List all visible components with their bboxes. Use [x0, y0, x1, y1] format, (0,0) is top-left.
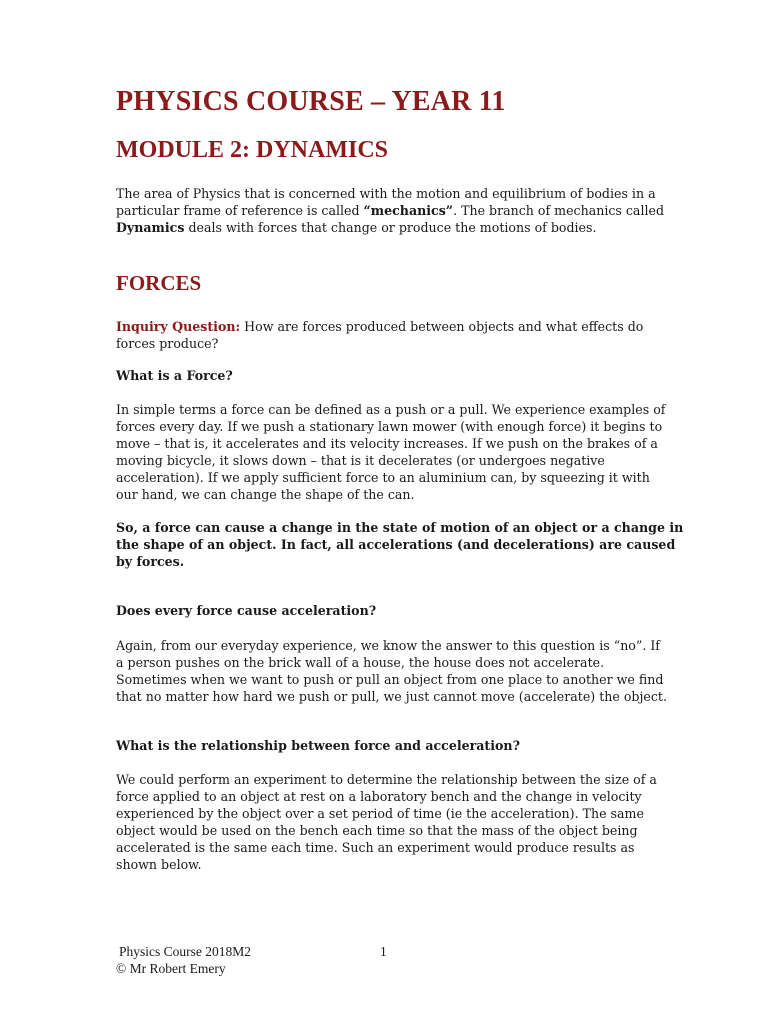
inquiry-label: Inquiry Question:	[116, 319, 241, 334]
footer-course: Physics Course 2018M2	[119, 944, 252, 959]
every-force-line: Sometimes when we want to push or pull an object from one place to another we find	[116, 672, 664, 687]
every-force-line: Again, from our everyday experience, we know the answer to this question is “no”. If	[116, 638, 660, 653]
inquiry-line-1	[116, 318, 656, 335]
every-force-line: that no matter how hard we push or pull, we just cannot move (accelerate) the object.	[116, 689, 667, 704]
force-line: moving bicycle, it slows down – that is it decelerates (or undergoes negative	[116, 453, 605, 468]
relationship-line: accelerated is the same each time. Such an experiment would produce results as	[116, 840, 635, 855]
summary-line: So, a force can cause a change in the state of motion of an object or a change in	[116, 520, 684, 535]
summary-line: the shape of an object. In fact, all accelerations (and decelerations) are caused	[116, 537, 676, 552]
relationship-line: force applied to an object at rest on a laboratory bench and the change in velocity	[116, 789, 642, 804]
mechanics-term: “mechanics”	[363, 203, 454, 218]
footer-page-number: 1	[380, 944, 387, 959]
page-title: PHYSICS COURSE – YEAR 11	[116, 86, 506, 117]
relationship-line: object would be used on the bench each time so that the mass of the object being	[116, 823, 638, 838]
force-line: move – that is, it accelerates and its velocity increases. If we push on the brakes of a	[116, 436, 658, 451]
relationship-paragraph	[116, 771, 656, 873]
module-heading: MODULE 2: DYNAMICS	[116, 137, 388, 163]
inquiry-question	[116, 318, 656, 352]
subheading-relationship: What is the relationship between force and acceleration?	[116, 738, 520, 753]
force-summary-bold	[116, 519, 684, 570]
force-line: In simple terms a force can be defined as a push or a pull. We experience examples of	[116, 402, 666, 417]
force-line: our hand, we can change the shape of the can.	[116, 487, 415, 502]
summary-line: by forces.	[116, 554, 185, 569]
dynamics-term: Dynamics	[116, 220, 185, 235]
intro-line-2-tail: . The branch of mechanics called	[453, 203, 665, 218]
what-is-force-paragraph	[116, 401, 666, 503]
inquiry-text: How are forces produced between objects and what effects do	[240, 319, 644, 334]
intro-line-1: The area of Physics that is concerned with the motion and equilibrium of bodies in a	[116, 186, 656, 201]
force-line: forces every day. If we push a stationary lawn mower (with enough force) it begins to	[116, 419, 663, 434]
intro-paragraph	[116, 185, 665, 236]
footer-copyright: © Mr Robert Emery	[116, 961, 226, 976]
inquiry-line-2: forces produce?	[116, 336, 219, 351]
relationship-line: We could perform an experiment to determine the relationship between the size of a	[116, 772, 657, 787]
every-force-paragraph	[116, 637, 667, 705]
intro-line-2	[116, 202, 665, 219]
every-force-line: a person pushes on the brick wall of a house, the house does not accelerate.	[116, 655, 605, 670]
intro-line-3	[116, 219, 656, 236]
relationship-line: experienced by the object over a set period of time (ie the acceleration). The same	[116, 806, 644, 821]
intro-line-2-text: particular frame of reference is called	[116, 203, 364, 218]
section-heading-forces: FORCES	[116, 271, 202, 295]
subheading-every-force: Does every force cause acceleration?	[116, 603, 377, 618]
force-line: acceleration). If we apply sufficient force to an aluminium can, by squeezing it with	[116, 470, 650, 485]
subheading-what-is-force: What is a Force?	[116, 368, 233, 383]
relationship-line: shown below.	[116, 857, 202, 872]
intro-line-3-tail: deals with forces that change or produce the motions of bodies.	[184, 220, 597, 235]
